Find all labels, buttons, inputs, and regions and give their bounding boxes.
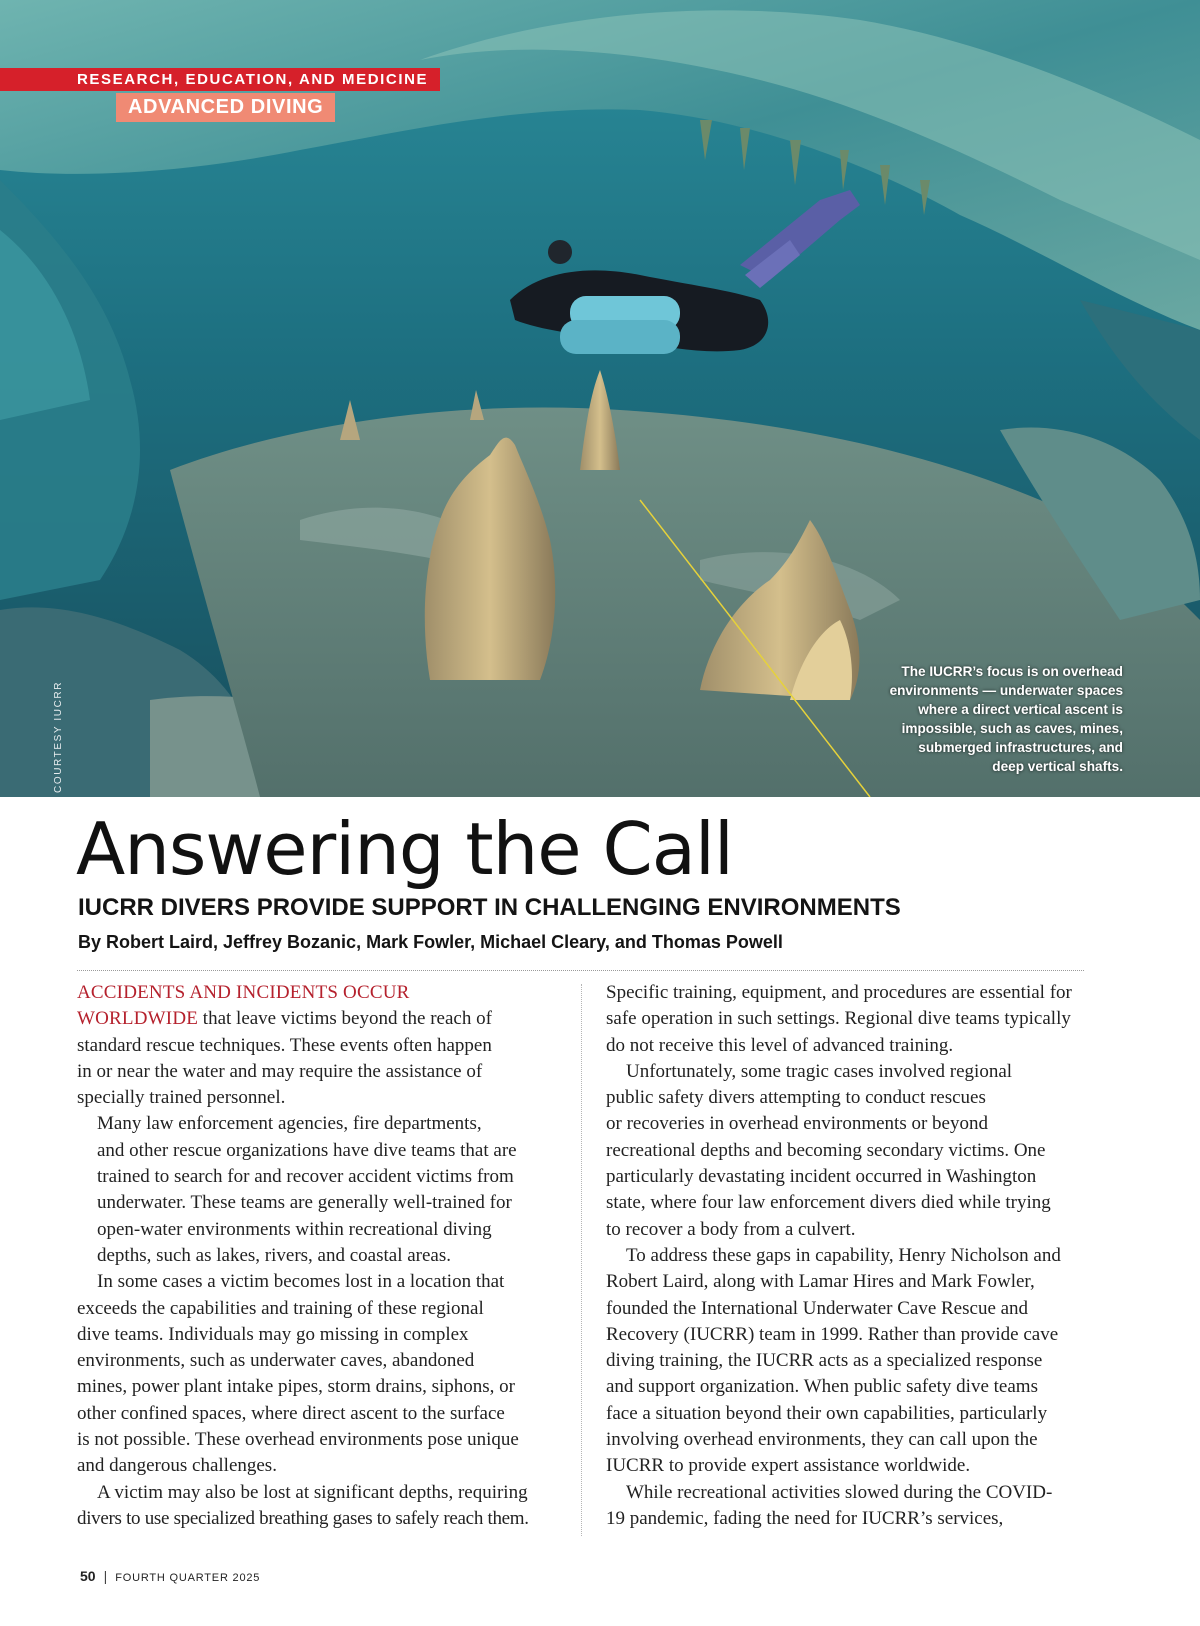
footer-separator: | — [103, 1568, 108, 1584]
issue-label: FOURTH QUARTER 2025 — [115, 1572, 261, 1584]
photo-credit: COURTESY IUCRR — [53, 680, 64, 793]
text-line: A victim may also be lost at significant depths, requiring — [97, 1481, 528, 1503]
section-kicker: RESEARCH, EDUCATION, AND MEDICINE — [0, 68, 440, 91]
header-divider — [77, 970, 1084, 971]
section-tag: ADVANCED DIVING — [116, 93, 335, 122]
paragraph — [606, 1480, 1084, 1533]
text-line: safe operation in such settings. Regional dive teams typically — [606, 1008, 1071, 1030]
text-line: Recovery (IUCRR) team in 1999. Rather than provide cave — [606, 1323, 1059, 1345]
text-line: environments, such as underwater caves, abandoned — [77, 1350, 475, 1372]
text-line: face a situation beyond their own capabilities, particularly — [606, 1402, 1048, 1424]
caption-line: submerged infrastructures, and — [918, 740, 1123, 755]
text-line: diving training, the IUCRR acts as a specialized response — [606, 1350, 1043, 1372]
article-subtitle: IUCRR DIVERS PROVIDE SUPPORT IN CHALLENGING ENVIRONMENTS — [78, 894, 901, 921]
lede-text: ACCIDENTS AND INCIDENTS OCCUR — [77, 982, 410, 1003]
text-line: do not receive this level of advanced training. — [606, 1034, 954, 1056]
text-line: IUCRR to provide expert assistance worldwide. — [606, 1455, 971, 1477]
text-line: Unfortunately, some tragic cases involved regional — [626, 1060, 1013, 1082]
text-line: to recover a body from a culvert. — [606, 1218, 856, 1240]
body-text: that leave victims beyond the reach of — [198, 1008, 492, 1030]
text-line: particularly devastating incident occurred in Washington — [606, 1166, 1037, 1188]
text-line: involving overhead environments, they can call upon the — [606, 1429, 1038, 1451]
text-line: mines, power plant intake pipes, storm drains, siphons, or — [77, 1376, 515, 1398]
text-line: and dangerous challenges. — [77, 1455, 277, 1477]
paragraph — [77, 1111, 555, 1269]
page-footer — [80, 1568, 260, 1586]
text-line: recreational depths and becoming secondary victims. One — [606, 1139, 1046, 1161]
page-number: 50 — [80, 1568, 96, 1584]
paragraph — [606, 1243, 1084, 1480]
text-line: dive teams. Individuals may go missing in complex — [77, 1323, 469, 1345]
text-line: 19 pandemic, fading the need for IUCRR’s services, — [606, 1507, 1004, 1529]
text-line: Many law enforcement agencies, fire departments, — [97, 1113, 482, 1135]
text-line: open-water environments within recreational diving — [97, 1218, 492, 1240]
article-byline: By Robert Laird, Jeffrey Bozanic, Mark Fowler, Michael Cleary, and Thomas Powell — [78, 932, 783, 952]
text-line: Specific training, equipment, and procedures are essential for — [606, 982, 1072, 1003]
text-line: In some cases a victim becomes lost in a location that — [97, 1271, 505, 1293]
text-line: is not possible. These overhead environments pose unique — [77, 1429, 519, 1451]
text-line: specially trained personnel. — [77, 1087, 286, 1109]
text-line: other confined spaces, where direct ascent to the surface — [77, 1402, 505, 1424]
paragraph — [606, 980, 1084, 1059]
caption-line: where a direct vertical ascent is — [918, 702, 1123, 717]
text-line: in or near the water and may require the assistance of — [77, 1060, 483, 1082]
caption-line: The IUCRR’s focus is on overhead — [901, 664, 1123, 679]
text-line: founded the International Underwater Cave Rescue and — [606, 1297, 1029, 1319]
body-column-right — [606, 980, 1084, 1532]
body-column-left — [77, 980, 555, 1532]
text-line: To address these gaps in capability, Henry Nicholson and — [626, 1244, 1061, 1266]
text-line: underwater. These teams are generally well-trained for — [97, 1192, 512, 1214]
text-line: standard rescue techniques. These events often happen — [77, 1034, 492, 1056]
text-line: depths, such as lakes, rivers, and coastal areas. — [97, 1244, 452, 1266]
column-divider — [581, 984, 582, 1536]
caption-line: deep vertical shafts. — [992, 759, 1123, 774]
text-line: state, where four law enforcement divers died while trying — [606, 1192, 1051, 1214]
caption-line: environments — underwater spaces — [889, 683, 1123, 698]
text-line: While recreational activities slowed during the COVID- — [626, 1481, 1053, 1503]
text-line: Robert Laird, along with Lamar Hires and Mark Fowler, — [606, 1271, 1035, 1293]
paragraph — [77, 980, 555, 1111]
text-line: and other rescue organizations have dive teams that are — [97, 1139, 517, 1161]
text-line: or recoveries in overhead environments or beyond — [606, 1113, 988, 1135]
text-line: public safety divers attempting to conduct rescues — [606, 1087, 986, 1109]
lede-text: WORLDWIDE — [77, 1008, 199, 1030]
article-title: Answering the Call — [76, 807, 733, 891]
paragraph — [77, 1269, 555, 1479]
photo-caption — [843, 662, 1123, 776]
text-line: trained to search for and recover accident victims from — [97, 1166, 514, 1188]
paragraph — [606, 1059, 1084, 1243]
hero-photo — [0, 0, 1200, 797]
text-line: and support organization. When public safety dive teams — [606, 1376, 1038, 1398]
text-line: exceeds the capabilities and training of these regional — [77, 1297, 484, 1319]
paragraph — [77, 1480, 555, 1533]
caption-line: impossible, such as caves, mines, — [901, 721, 1123, 736]
text-line: divers to use specialized breathing gases to safely reach them. — [77, 1507, 529, 1529]
